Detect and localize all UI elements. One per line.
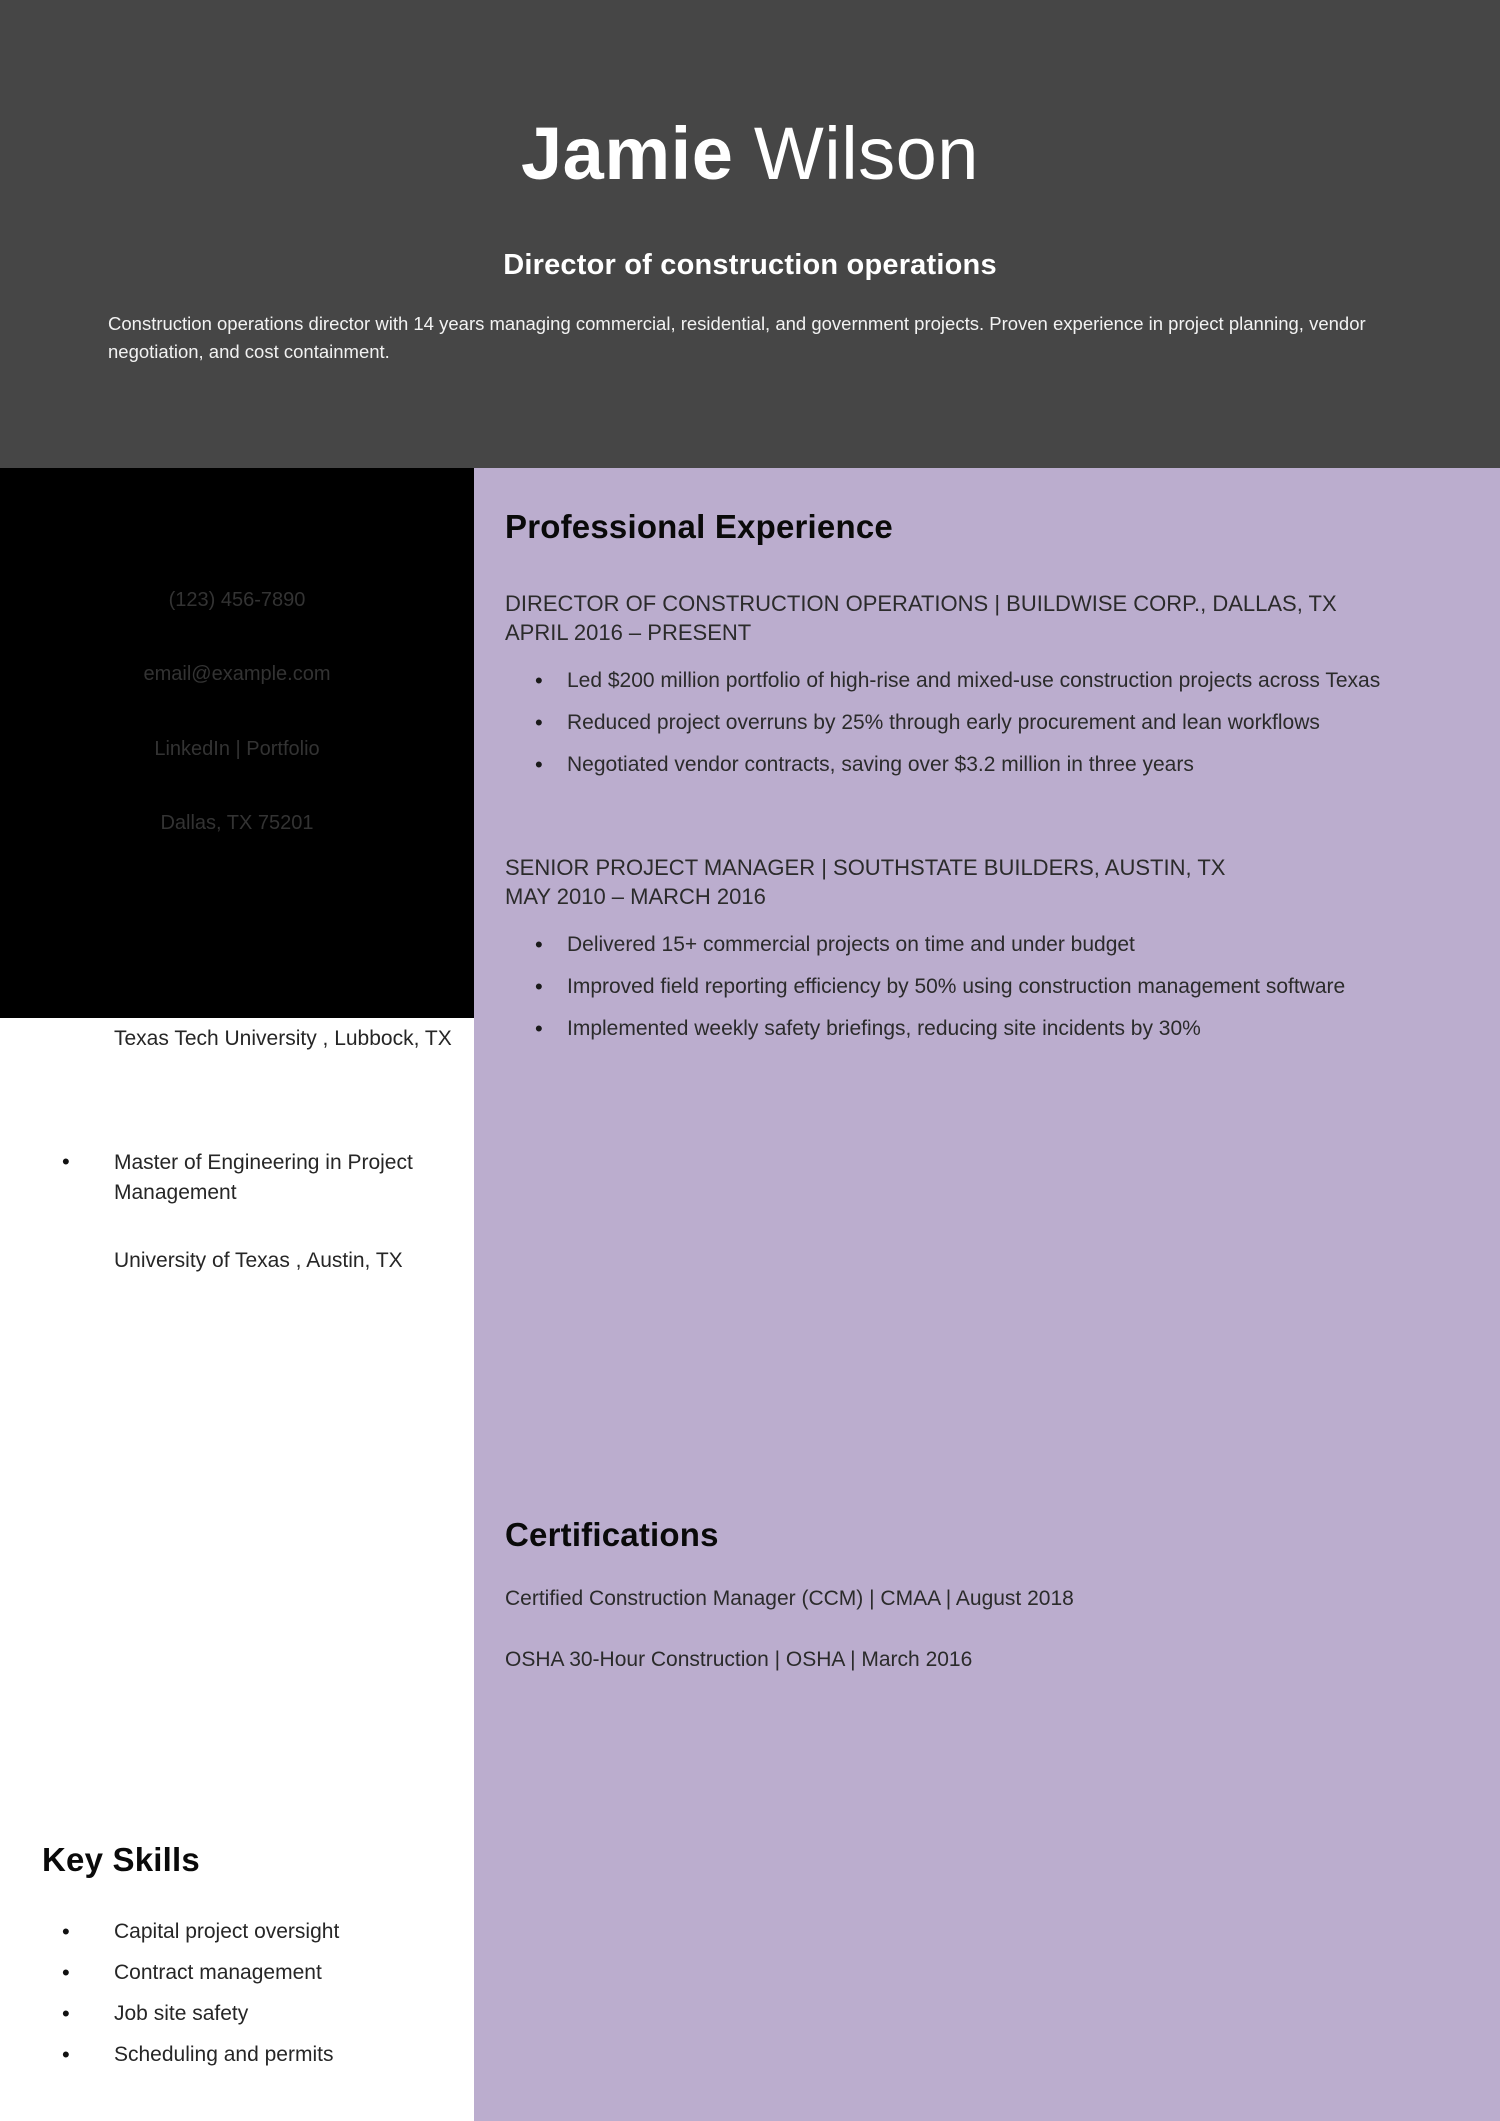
experience-dates: APRIL 2016 – PRESENT [505,620,752,645]
key-skills-heading: Key Skills [42,1841,200,1878]
experience-entry [505,589,1465,791]
list-item: • Capital project oversight [62,1911,462,1952]
certifications-heading: Certifications [505,1516,719,1553]
professional-summary: Construction operations director with 14 years managing commercial, residential, and government projects. Proven experience in project planning, vendor negotiation, and cost containment. [108,313,1366,362]
professional-experience-heading: Professional Experience [505,508,893,545]
experience-bullet-list [505,665,1465,780]
experience-title-line: SENIOR PROJECT MANAGER | SOUTHSTATE BUILDERS, AUSTIN, TX [505,855,1226,880]
list-item: • Led $200 million portfolio of high-rise and mixed-use construction projects across Texas [505,665,1465,696]
list-item: • Reduced project overruns by 25% through early procurement and lean workflows [505,707,1465,738]
education-school-2: University of Texas , Austin, TX [114,1249,403,1272]
education-degree-list [62,1148,462,1208]
experience-dates: MAY 2010 – MARCH 2016 [505,884,766,909]
contact-block [0,468,474,1018]
experience-title-line: DIRECTOR OF CONSTRUCTION OPERATIONS | BUILDWISE CORP., DALLAS, TX [505,591,1337,616]
contact-links[interactable]: LinkedIn | Portfolio [154,738,320,760]
list-item: • Job site safety [62,1993,462,2034]
certification-entry: OSHA 30-Hour Construction | OSHA | March 2016 [505,1648,973,1671]
list-item: • Improved field reporting efficiency by 50% using construction management software [505,971,1465,1002]
contact-location: Dallas, TX 75201 [160,812,314,834]
sidebar-column [0,468,474,2121]
candidate-first-name: Jamie [521,112,734,195]
list-item: • Delivered 15+ commercial projects on time and under budget [505,929,1465,960]
list-item: • Negotiated vendor contracts, saving over $3.2 million in three years [505,749,1465,780]
resume-header [0,0,1500,468]
list-item: • Implemented weekly safety briefings, reducing site incidents by 30% [505,1013,1465,1044]
list-item: • Master of Engineering in Project Management [62,1148,462,1208]
list-item: • Scheduling and permits [62,2034,462,2075]
main-column [474,468,1500,2121]
education-school-1: Texas Tech University , Lubbock, TX [114,1027,452,1050]
candidate-last-name: Wilson [753,112,979,195]
certification-entry: Certified Construction Manager (CCM) | CMAA | August 2018 [505,1587,1074,1610]
experience-bullet-list [505,929,1465,1044]
list-item: • Contract management [62,1952,462,1993]
key-skills-list [62,1911,462,2075]
experience-entry [505,853,1465,1055]
candidate-job-title: Director of construction operations [503,249,997,281]
contact-email[interactable]: email@example.com [143,663,331,685]
candidate-name [0,113,1500,195]
contact-phone[interactable]: (123) 456-7890 [168,589,306,611]
